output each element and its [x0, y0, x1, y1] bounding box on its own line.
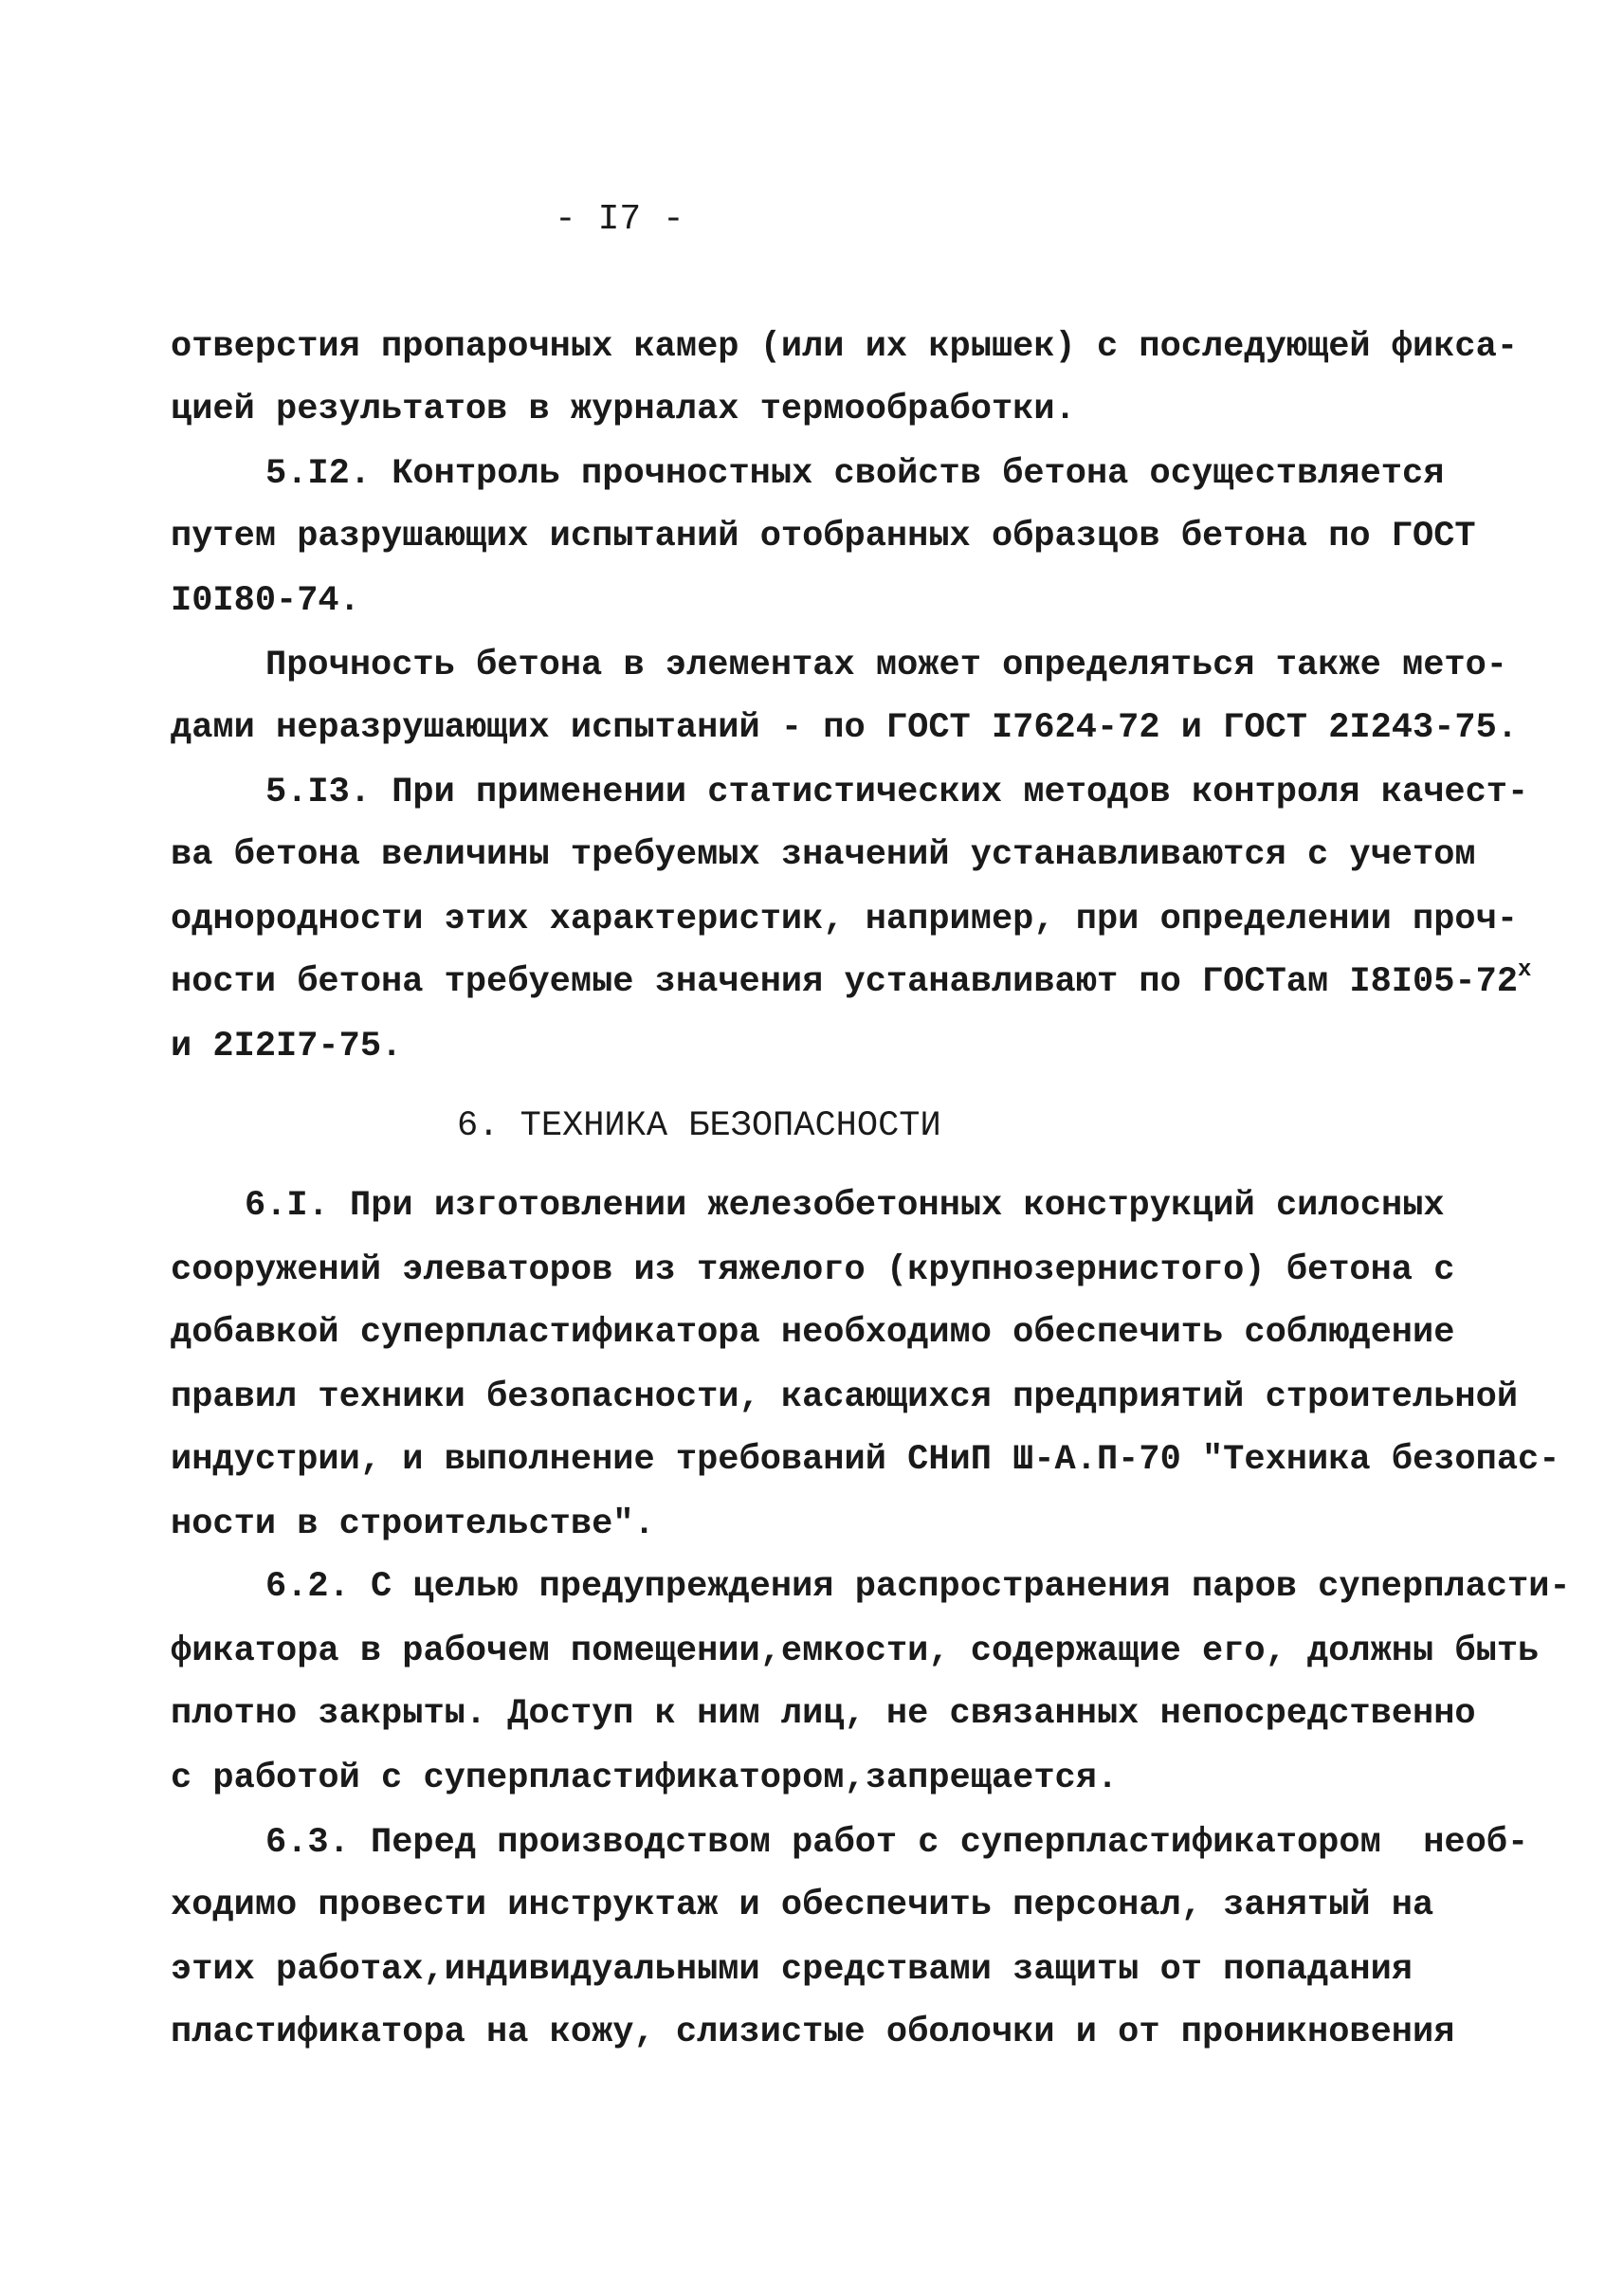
text-line: добавкой суперпластификатора необходимо обеспечить соблюдение [171, 1313, 1455, 1353]
text-line: однородности этих характеристик, например, при определении проч- [171, 900, 1519, 939]
text-line: с работой с суперпластификатором,запрещается. [171, 1758, 1119, 1798]
text-line: I0I80-74. [171, 581, 360, 621]
text-line: цией результатов в журналах термообработки. [171, 390, 1076, 429]
paragraph-5-13-start: 5.I3. При применении статистических методов контроля качест- [265, 773, 1529, 812]
text-line: этих работах,индивидуальными средствами защиты от попадания [171, 1950, 1413, 1990]
text-line: дами неразрушающих испытаний - по ГОСТ I7624-72 и ГОСТ 2I243-75. [171, 708, 1519, 748]
text-line: путем разрушающих испытаний отобранных образцов бетона по ГОСТ [171, 517, 1476, 556]
superscript-mark: x [1518, 957, 1532, 983]
text-line: ва бетона величины требуемых значений устанавливаются с учетом [171, 835, 1476, 875]
text-line: отверстия пропарочных камер (или их крышек) с последующей фикса- [171, 327, 1519, 367]
text-line: ности бетона требуемые значения устанавливают по ГОСТам I8I05-72 [171, 962, 1519, 1002]
text-line: и 2I2I7-75. [171, 1027, 403, 1066]
paragraph-strength-start: Прочность бетона в элементах может определяться также мето- [265, 646, 1508, 685]
text-line: фикатора в рабочем помещении,емкости, содержащие его, должны быть [171, 1631, 1540, 1671]
text-line: сооружений элеваторов из тяжелого (крупнозернистого) бетона с [171, 1250, 1455, 1290]
text-line: индустрии, и выполнение требований СНиП Ш-А.П-70 "Техника безопас- [171, 1440, 1560, 1480]
paragraph-5-12-start: 5.I2. Контроль прочностных свойств бетона осуществляется [265, 454, 1445, 494]
text-line-with-superscript [171, 957, 1532, 1002]
paragraph-6-1-start: 6.I. При изготовлении железобетонных конструкций силосных [245, 1186, 1445, 1226]
page-number: - I7 - [555, 199, 684, 240]
text-line: правил техники безопасности, касающихся предприятий строительной [171, 1377, 1519, 1417]
text-line: ности в строительстве". [171, 1504, 655, 1544]
text-line: ходимо провести инструктаж и обеспечить персонал, занятый на [171, 1886, 1434, 1925]
text-line: плотно закрыты. Доступ к ним лиц, не связанных непосредственно [171, 1694, 1476, 1734]
paragraph-6-2-start: 6.2. С целью предупреждения распространения паров суперпласти- [265, 1567, 1571, 1607]
text-line: пластификатора на кожу, слизистые оболочки и от проникновения [171, 2013, 1455, 2052]
section-heading: 6. ТЕХНИКА БЕЗОПАСНОСТИ [457, 1106, 941, 1146]
paragraph-6-3-start: 6.3. Перед производством работ с суперпластификатором необ- [265, 1823, 1529, 1863]
